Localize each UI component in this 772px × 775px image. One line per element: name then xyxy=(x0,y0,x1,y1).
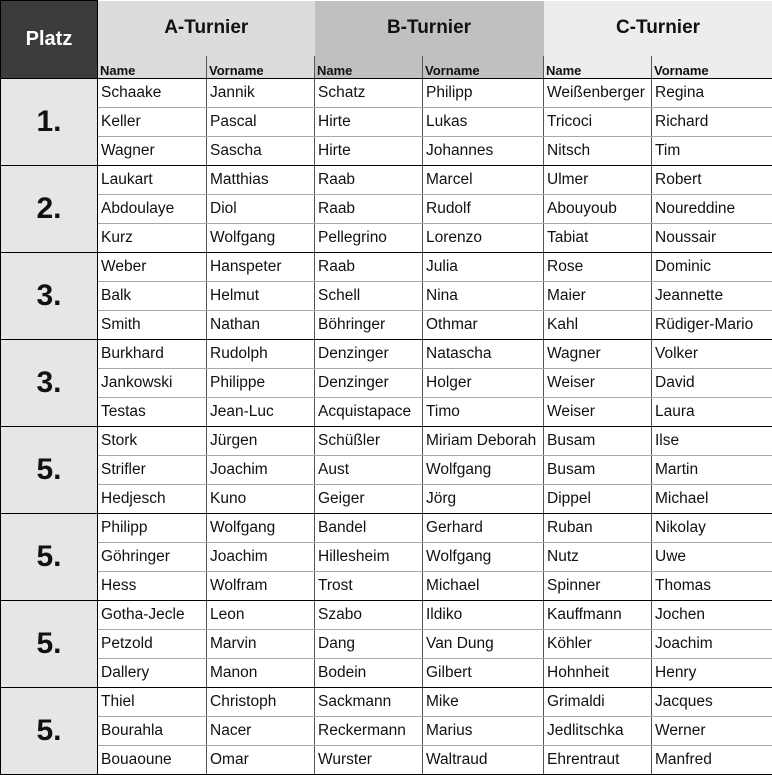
b-vorname-cell: Ildiko xyxy=(423,600,544,629)
table-row xyxy=(1,107,772,136)
table-row xyxy=(1,136,772,165)
b-vorname-cell: Van Dung xyxy=(423,629,544,658)
table-row xyxy=(1,687,772,716)
a-turnier-header: A-Turnier xyxy=(98,1,315,56)
b-name-cell: Böhringer xyxy=(315,310,423,339)
b-name-cell: Raab xyxy=(315,194,423,223)
a-vorname-cell: Wolfgang xyxy=(207,223,315,252)
c-name-cell: Weiser xyxy=(544,368,652,397)
b-vorname-cell: Lukas xyxy=(423,107,544,136)
b-vorname-cell: Mike xyxy=(423,687,544,716)
table-row xyxy=(1,252,772,281)
a-name-cell: Bourahla xyxy=(98,716,207,745)
c-vorname-cell: Nikolay xyxy=(652,513,772,542)
b-name-cell: Reckermann xyxy=(315,716,423,745)
b-name-cell: Denzinger xyxy=(315,368,423,397)
table-row xyxy=(1,426,772,455)
c-name-cell: Ruban xyxy=(544,513,652,542)
a-name-cell: Balk xyxy=(98,281,207,310)
a-vorname-cell: Matthias xyxy=(207,165,315,194)
c-vorname-cell: David xyxy=(652,368,772,397)
b-name-cell: Hillesheim xyxy=(315,542,423,571)
rank-cell: 5. xyxy=(1,600,98,687)
c-name-cell: Maier xyxy=(544,281,652,310)
b-vorname-cell: Natascha xyxy=(423,339,544,368)
a-vorname-cell: Pascal xyxy=(207,107,315,136)
c-vorname-cell: Noureddine xyxy=(652,194,772,223)
c-name-cell: Jedlitschka xyxy=(544,716,652,745)
a-name-cell: Wagner xyxy=(98,136,207,165)
b-vorname-cell: Michael xyxy=(423,571,544,600)
b-vorname-cell: Gilbert xyxy=(423,658,544,687)
b-vorname-cell: Jörg xyxy=(423,484,544,513)
a-name-cell: Stork xyxy=(98,426,207,455)
b-vorname-cell: Miriam Deborah xyxy=(423,426,544,455)
a-name-cell: Schaake xyxy=(98,78,207,107)
rank-cell: 3. xyxy=(1,339,98,426)
b-vorname-cell: Holger xyxy=(423,368,544,397)
a-name-cell: Strifler xyxy=(98,455,207,484)
a-vorname-cell: Jannik xyxy=(207,78,315,107)
b-name-cell: Schell xyxy=(315,281,423,310)
c-vorname-cell: Joachim xyxy=(652,629,772,658)
b-name-cell: Wurster xyxy=(315,745,423,774)
a-name-cell: Thiel xyxy=(98,687,207,716)
table-row xyxy=(1,194,772,223)
table-row xyxy=(1,78,772,107)
b-vorname-cell: Timo xyxy=(423,397,544,426)
c-name-cell: Rose xyxy=(544,252,652,281)
table-row xyxy=(1,629,772,658)
rank-cell: 2. xyxy=(1,165,98,252)
a-name-cell: Petzold xyxy=(98,629,207,658)
rank-cell: 5. xyxy=(1,687,98,774)
b-name-cell: Sackmann xyxy=(315,687,423,716)
b-vorname-cell: Othmar xyxy=(423,310,544,339)
c-vorname-cell: Martin xyxy=(652,455,772,484)
table-header xyxy=(1,1,772,79)
c-name-cell: Ulmer xyxy=(544,165,652,194)
a-name-cell: Philipp xyxy=(98,513,207,542)
table-row xyxy=(1,745,772,774)
a-name-cell: Bouaoune xyxy=(98,745,207,774)
a-vorname-cell: Christoph xyxy=(207,687,315,716)
b-name-cell: Denzinger xyxy=(315,339,423,368)
c-vorname-cell: Jeannette xyxy=(652,281,772,310)
platz-header: Platz xyxy=(1,1,98,79)
a-name-cell: Hess xyxy=(98,571,207,600)
a-vorname-cell: Leon xyxy=(207,600,315,629)
c-vorname-cell: Ilse xyxy=(652,426,772,455)
b-vorname-cell: Nina xyxy=(423,281,544,310)
table-row xyxy=(1,310,772,339)
a-vorname-cell: Hanspeter xyxy=(207,252,315,281)
a-name-cell: Weber xyxy=(98,252,207,281)
b-name-cell: Pellegrino xyxy=(315,223,423,252)
c-name-cell: Kahl xyxy=(544,310,652,339)
a-vorname-cell: Nathan xyxy=(207,310,315,339)
c-name-cell: Busam xyxy=(544,455,652,484)
b-vorname-cell: Waltraud xyxy=(423,745,544,774)
a-vorname-cell: Joachim xyxy=(207,455,315,484)
c-vorname-cell: Uwe xyxy=(652,542,772,571)
a-name-cell: Keller xyxy=(98,107,207,136)
c-vorname-cell: Robert xyxy=(652,165,772,194)
c-name-cell: Ehrentraut xyxy=(544,745,652,774)
a-vorname-cell: Jürgen xyxy=(207,426,315,455)
c-vorname-cell: Noussair xyxy=(652,223,772,252)
b-vorname-column-header: Vorname xyxy=(423,56,544,79)
a-vorname-cell: Omar xyxy=(207,745,315,774)
c-vorname-cell: Rüdiger-Mario xyxy=(652,310,772,339)
c-name-cell: Spinner xyxy=(544,571,652,600)
c-name-cell: Weißenberger xyxy=(544,78,652,107)
table-row xyxy=(1,542,772,571)
b-name-cell: Trost xyxy=(315,571,423,600)
rank-cell: 3. xyxy=(1,252,98,339)
table-row xyxy=(1,397,772,426)
c-vorname-column-header: Vorname xyxy=(652,56,772,79)
b-name-cell: Szabo xyxy=(315,600,423,629)
c-name-cell: Nitsch xyxy=(544,136,652,165)
table-row xyxy=(1,484,772,513)
a-name-cell: Göhringer xyxy=(98,542,207,571)
b-vorname-cell: Julia xyxy=(423,252,544,281)
c-name-cell: Busam xyxy=(544,426,652,455)
b-name-cell: Raab xyxy=(315,252,423,281)
table-row xyxy=(1,571,772,600)
a-vorname-cell: Nacer xyxy=(207,716,315,745)
a-name-cell: Burkhard xyxy=(98,339,207,368)
a-vorname-cell: Philippe xyxy=(207,368,315,397)
c-name-cell: Wagner xyxy=(544,339,652,368)
c-vorname-cell: Dominic xyxy=(652,252,772,281)
c-vorname-cell: Volker xyxy=(652,339,772,368)
c-vorname-cell: Manfred xyxy=(652,745,772,774)
c-name-cell: Weiser xyxy=(544,397,652,426)
c-name-cell: Tricoci xyxy=(544,107,652,136)
b-name-cell: Dang xyxy=(315,629,423,658)
a-name-cell: Dallery xyxy=(98,658,207,687)
c-vorname-cell: Thomas xyxy=(652,571,772,600)
table-row xyxy=(1,658,772,687)
c-name-cell: Tabiat xyxy=(544,223,652,252)
a-name-column-header: Name xyxy=(98,56,207,79)
table-row xyxy=(1,281,772,310)
b-vorname-cell: Wolfgang xyxy=(423,455,544,484)
a-name-cell: Laukart xyxy=(98,165,207,194)
rank-cell: 5. xyxy=(1,513,98,600)
a-vorname-cell: Marvin xyxy=(207,629,315,658)
b-vorname-cell: Rudolf xyxy=(423,194,544,223)
table-row xyxy=(1,339,772,368)
c-vorname-cell: Jochen xyxy=(652,600,772,629)
a-name-cell: Hedjesch xyxy=(98,484,207,513)
c-name-cell: Köhler xyxy=(544,629,652,658)
a-name-cell: Abdoulaye xyxy=(98,194,207,223)
b-name-cell: Acquistapace xyxy=(315,397,423,426)
c-vorname-cell: Laura xyxy=(652,397,772,426)
a-vorname-cell: Helmut xyxy=(207,281,315,310)
c-name-column-header: Name xyxy=(544,56,652,79)
b-vorname-cell: Marius xyxy=(423,716,544,745)
a-name-cell: Smith xyxy=(98,310,207,339)
c-name-cell: Nutz xyxy=(544,542,652,571)
rank-cell: 1. xyxy=(1,78,98,165)
b-name-cell: Geiger xyxy=(315,484,423,513)
c-name-cell: Abouyoub xyxy=(544,194,652,223)
table-row xyxy=(1,368,772,397)
b-vorname-cell: Johannes xyxy=(423,136,544,165)
a-vorname-column-header: Vorname xyxy=(207,56,315,79)
b-vorname-cell: Wolfgang xyxy=(423,542,544,571)
rank-cell: 5. xyxy=(1,426,98,513)
c-vorname-cell: Werner xyxy=(652,716,772,745)
a-vorname-cell: Jean-Luc xyxy=(207,397,315,426)
c-name-cell: Dippel xyxy=(544,484,652,513)
table-row xyxy=(1,455,772,484)
c-vorname-cell: Henry xyxy=(652,658,772,687)
a-vorname-cell: Wolfram xyxy=(207,571,315,600)
c-name-cell: Hohnheit xyxy=(544,658,652,687)
table-row xyxy=(1,716,772,745)
b-vorname-cell: Gerhard xyxy=(423,513,544,542)
a-name-cell: Kurz xyxy=(98,223,207,252)
b-vorname-cell: Lorenzo xyxy=(423,223,544,252)
table-row xyxy=(1,513,772,542)
c-name-cell: Grimaldi xyxy=(544,687,652,716)
b-vorname-cell: Marcel xyxy=(423,165,544,194)
table-row xyxy=(1,600,772,629)
a-name-cell: Testas xyxy=(98,397,207,426)
c-vorname-cell: Richard xyxy=(652,107,772,136)
c-vorname-cell: Regina xyxy=(652,78,772,107)
b-name-column-header: Name xyxy=(315,56,423,79)
a-vorname-cell: Joachim xyxy=(207,542,315,571)
a-vorname-cell: Diol xyxy=(207,194,315,223)
a-vorname-cell: Kuno xyxy=(207,484,315,513)
c-vorname-cell: Tim xyxy=(652,136,772,165)
c-turnier-header: C-Turnier xyxy=(544,1,772,56)
b-name-cell: Aust xyxy=(315,455,423,484)
table-row xyxy=(1,165,772,194)
b-vorname-cell: Philipp xyxy=(423,78,544,107)
b-name-cell: Schüßler xyxy=(315,426,423,455)
a-name-cell: Jankowski xyxy=(98,368,207,397)
c-name-cell: Kauffmann xyxy=(544,600,652,629)
b-name-cell: Bandel xyxy=(315,513,423,542)
b-name-cell: Bodein xyxy=(315,658,423,687)
table-row xyxy=(1,223,772,252)
a-vorname-cell: Wolfgang xyxy=(207,513,315,542)
a-vorname-cell: Sascha xyxy=(207,136,315,165)
b-name-cell: Raab xyxy=(315,165,423,194)
c-vorname-cell: Michael xyxy=(652,484,772,513)
c-vorname-cell: Jacques xyxy=(652,687,772,716)
a-vorname-cell: Rudolph xyxy=(207,339,315,368)
a-name-cell: Gotha-Jecle xyxy=(98,600,207,629)
results-body xyxy=(1,78,772,774)
b-name-cell: Schatz xyxy=(315,78,423,107)
b-name-cell: Hirte xyxy=(315,136,423,165)
a-vorname-cell: Manon xyxy=(207,658,315,687)
b-turnier-header: B-Turnier xyxy=(315,1,544,56)
b-name-cell: Hirte xyxy=(315,107,423,136)
